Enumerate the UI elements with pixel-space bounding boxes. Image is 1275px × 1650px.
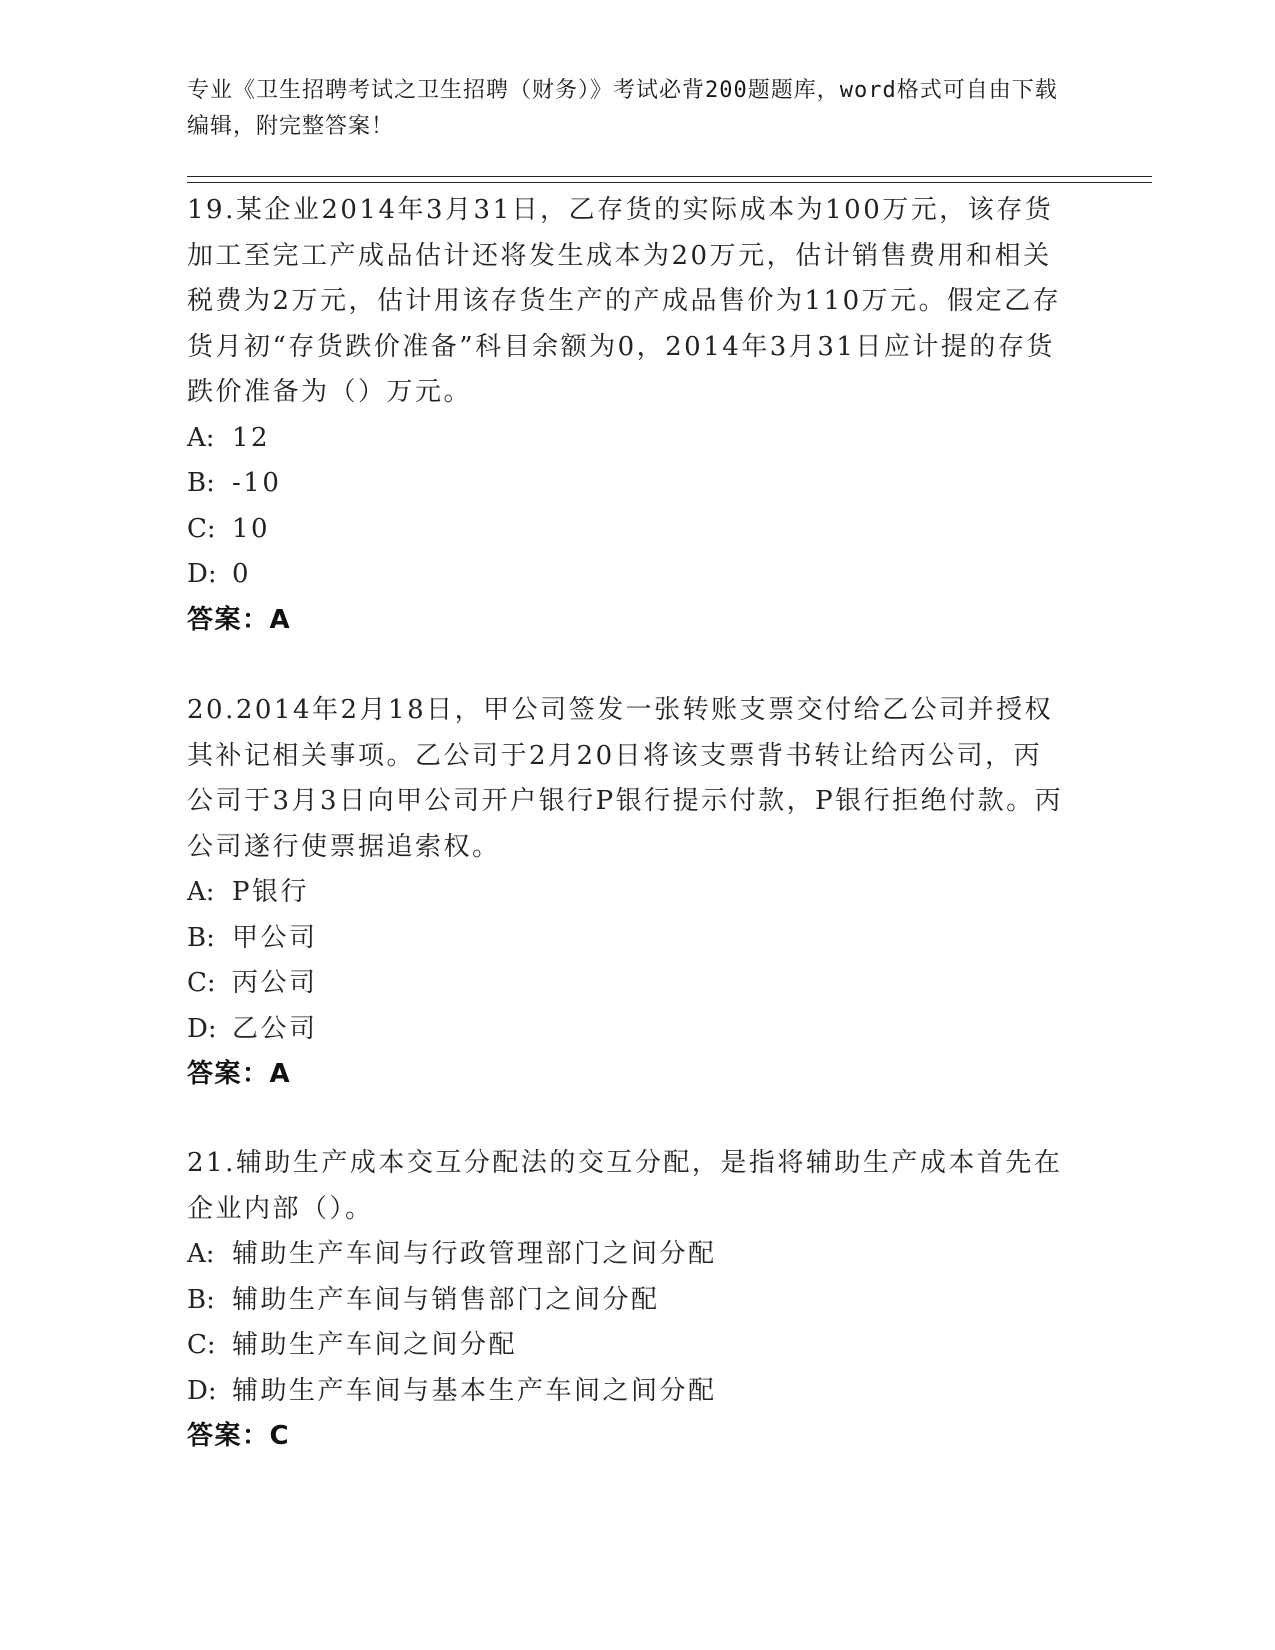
option-key: B: (187, 1284, 215, 1315)
option-key: A: (187, 422, 215, 453)
option-key: B: (187, 468, 215, 498)
option-key: C: (187, 513, 216, 544)
option-d (187, 1007, 1067, 1053)
option-key: D: (187, 1375, 217, 1406)
option-key: D: (187, 1013, 217, 1044)
option-text: P银行 (232, 877, 309, 907)
document-header: 专业《卫生招聘考试之卫生招聘（财务）》考试必背200题题库，word格式可自由下载编辑，附完整答案！ (187, 78, 1058, 139)
option-c (187, 1323, 1067, 1369)
answer-line: 答案：A (187, 1059, 292, 1089)
option-d (187, 552, 1067, 598)
option-text: 10 (232, 513, 271, 544)
answer-line: 答案：A (187, 604, 292, 635)
option-b (187, 461, 1067, 507)
option-a (187, 1232, 1067, 1278)
option-text: -10 (232, 468, 282, 498)
option-a (187, 870, 1067, 916)
question-20 (187, 688, 1067, 1098)
option-text: 辅助生产车间与基本生产车间之间分配 (232, 1375, 717, 1406)
option-key: D: (187, 559, 217, 589)
option-key: C: (187, 968, 216, 998)
option-c (187, 961, 1067, 1007)
option-b (187, 916, 1067, 962)
answer-line: 答案：C (187, 1421, 291, 1451)
option-key: B: (187, 922, 215, 953)
option-text: 0 (232, 559, 252, 589)
option-key: A: (187, 1239, 215, 1269)
option-key: A: (187, 877, 215, 907)
option-text: 辅助生产车间与行政管理部门之间分配 (232, 1239, 717, 1269)
option-text: 甲公司 (232, 922, 318, 953)
option-text: 乙公司 (232, 1013, 318, 1044)
option-text: 辅助生产车间与销售部门之间分配 (232, 1284, 660, 1315)
header-divider-top (187, 176, 1152, 177)
option-a (187, 416, 1067, 462)
question-19 (187, 188, 1067, 643)
option-d (187, 1369, 1067, 1415)
option-text: 丙公司 (232, 968, 318, 998)
question-stem: 19.某企业2014年3月31日，乙存货的实际成本为100万元，该存货加工至完工产成品估计还将发生成本为20万元，估计销售费用和相关税费为2万元，估计用该存货生产的产成品售价为110万元。假定乙存货月初“存货跌价准备”科目余额为0，2014年3月31日应计提的存货跌价准备为（）万元。 (187, 195, 1062, 407)
header-divider-bottom (187, 182, 1152, 183)
option-key: C: (187, 1330, 216, 1360)
question-stem: 20.2014年2月18日，甲公司签发一张转账支票交付给乙公司并授权其补记相关事项。乙公司于2月20日将该支票背书转让给丙公司，丙公司于3月3日向甲公司开户银行P银行提示付款，P银行拒绝付款。丙公司遂行使票据追索权。 (187, 695, 1064, 862)
question-21 (187, 1141, 1067, 1460)
option-text: 12 (232, 422, 271, 453)
option-text: 辅助生产车间之间分配 (232, 1330, 518, 1360)
option-c (187, 507, 1067, 553)
question-stem: 21.辅助生产成本交互分配法的交互分配，是指将辅助生产成本首先在企业内部（）。 (187, 1148, 1063, 1224)
option-b (187, 1278, 1067, 1324)
